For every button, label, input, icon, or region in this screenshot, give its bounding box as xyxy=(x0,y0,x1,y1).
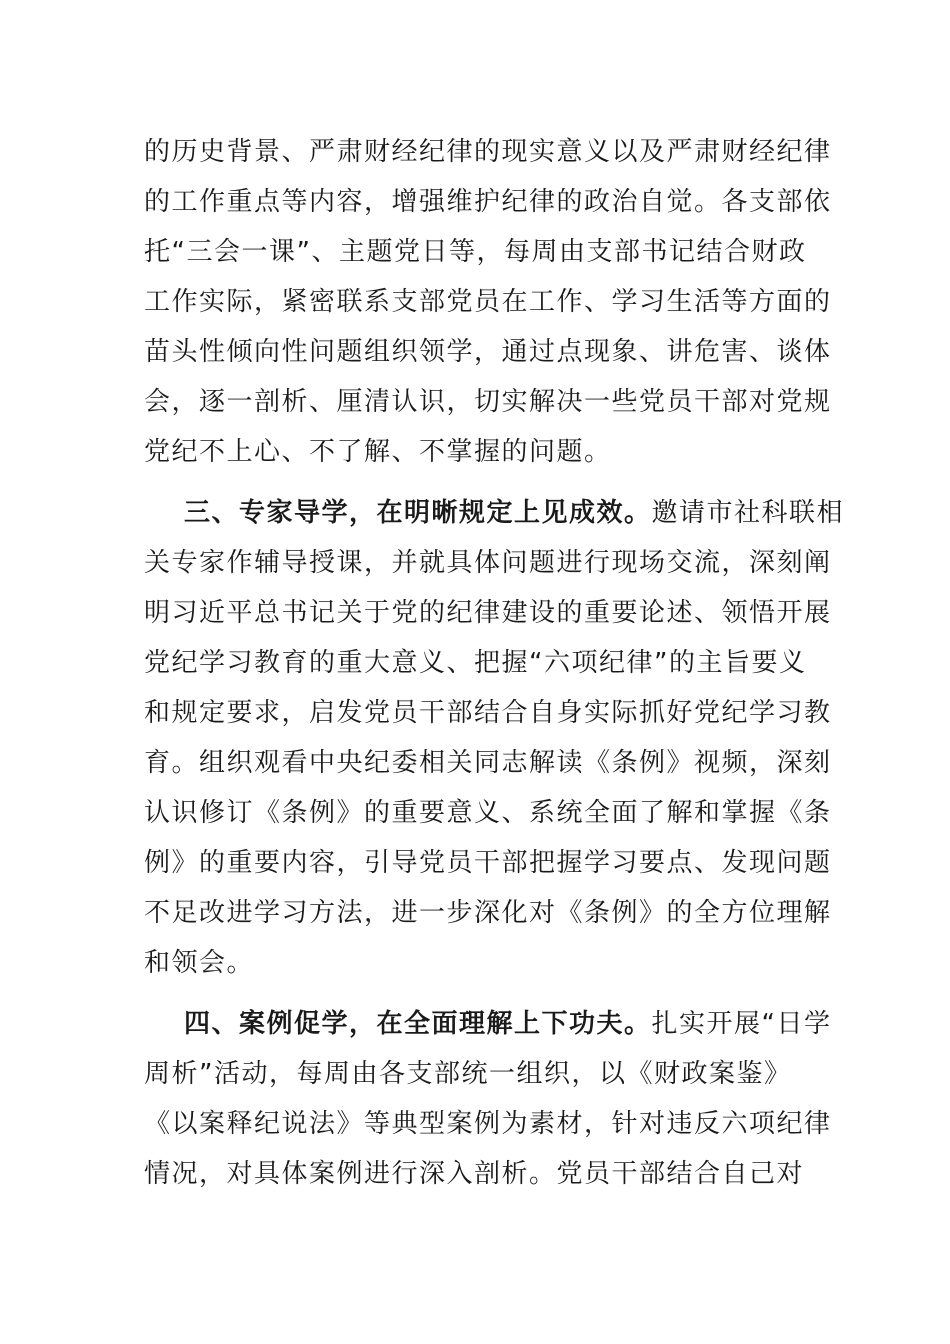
text-line: 的历史背景、严肃财经纪律的现实意义以及严肃财经纪律 xyxy=(144,137,832,167)
text-line: 托“三会一课”、主题党日等，每周由支部书记结合财政 xyxy=(144,237,807,267)
heading-trailing-text: 邀请市社科联相 xyxy=(651,498,845,528)
text-line: 苗头性倾向性问题组织领学，通过点现象、讲危害、谈体 xyxy=(144,337,832,367)
text-line: 例》的重要内容，引导党员干部把握学习要点、发现问题 xyxy=(144,848,832,878)
paragraph-section-four xyxy=(144,999,832,1199)
text-line: 和规定要求，启发党员干部结合自身实际抓好党纪学习教 xyxy=(144,698,832,728)
text-line: 和领会。 xyxy=(144,948,255,978)
paragraph-continuation xyxy=(144,127,832,477)
text-line: 《以案释纪说法》等典型案例为素材，针对违反六项纪律 xyxy=(144,1109,832,1139)
paragraph-section-three xyxy=(144,488,845,988)
text-line: 周析”活动，每周由各支部统一组织，以《财政案鉴》 xyxy=(144,1059,792,1089)
text-line: 育。组织观看中央纪委相关同志解读《条例》视频，深刻 xyxy=(144,748,832,778)
text-line: 情况，对具体案例进行深入剖析。党员干部结合自己对 xyxy=(144,1159,805,1189)
text-line: 明习近平总书记关于党的纪律建设的重要论述、领悟开展 xyxy=(144,598,832,628)
text-line: 关专家作辅导授课，并就具体问题进行现场交流，深刻阐 xyxy=(144,548,832,578)
section-heading: 四、案例促学，在全面理解上下功夫。 xyxy=(184,1009,652,1039)
text-line: 认识修订《条例》的重要意义、系统全面了解和掌握《条 xyxy=(144,798,832,828)
text-line: 党纪不上心、不了解、不掌握的问题。 xyxy=(144,437,612,467)
text-line: 不足改进学习方法，进一步深化对《条例》的全方位理解 xyxy=(144,898,832,928)
heading-trailing-text: 扎实开展“日学 xyxy=(651,1009,832,1039)
text-line: 工作实际，紧密联系支部党员在工作、学习生活等方面的 xyxy=(144,287,832,317)
text-line: 的工作重点等内容，增强维护纪律的政治自觉。各支部依 xyxy=(144,187,832,217)
text-line-first xyxy=(144,488,845,538)
section-heading: 三、专家导学，在明晰规定上见成效。 xyxy=(184,498,652,528)
text-line-first xyxy=(144,999,832,1049)
text-line: 党纪学习教育的重大意义、把握“六项纪律”的主旨要义 xyxy=(144,648,807,678)
text-line: 会，逐一剖析、厘清认识，切实解决一些党员干部对党规 xyxy=(144,387,832,417)
